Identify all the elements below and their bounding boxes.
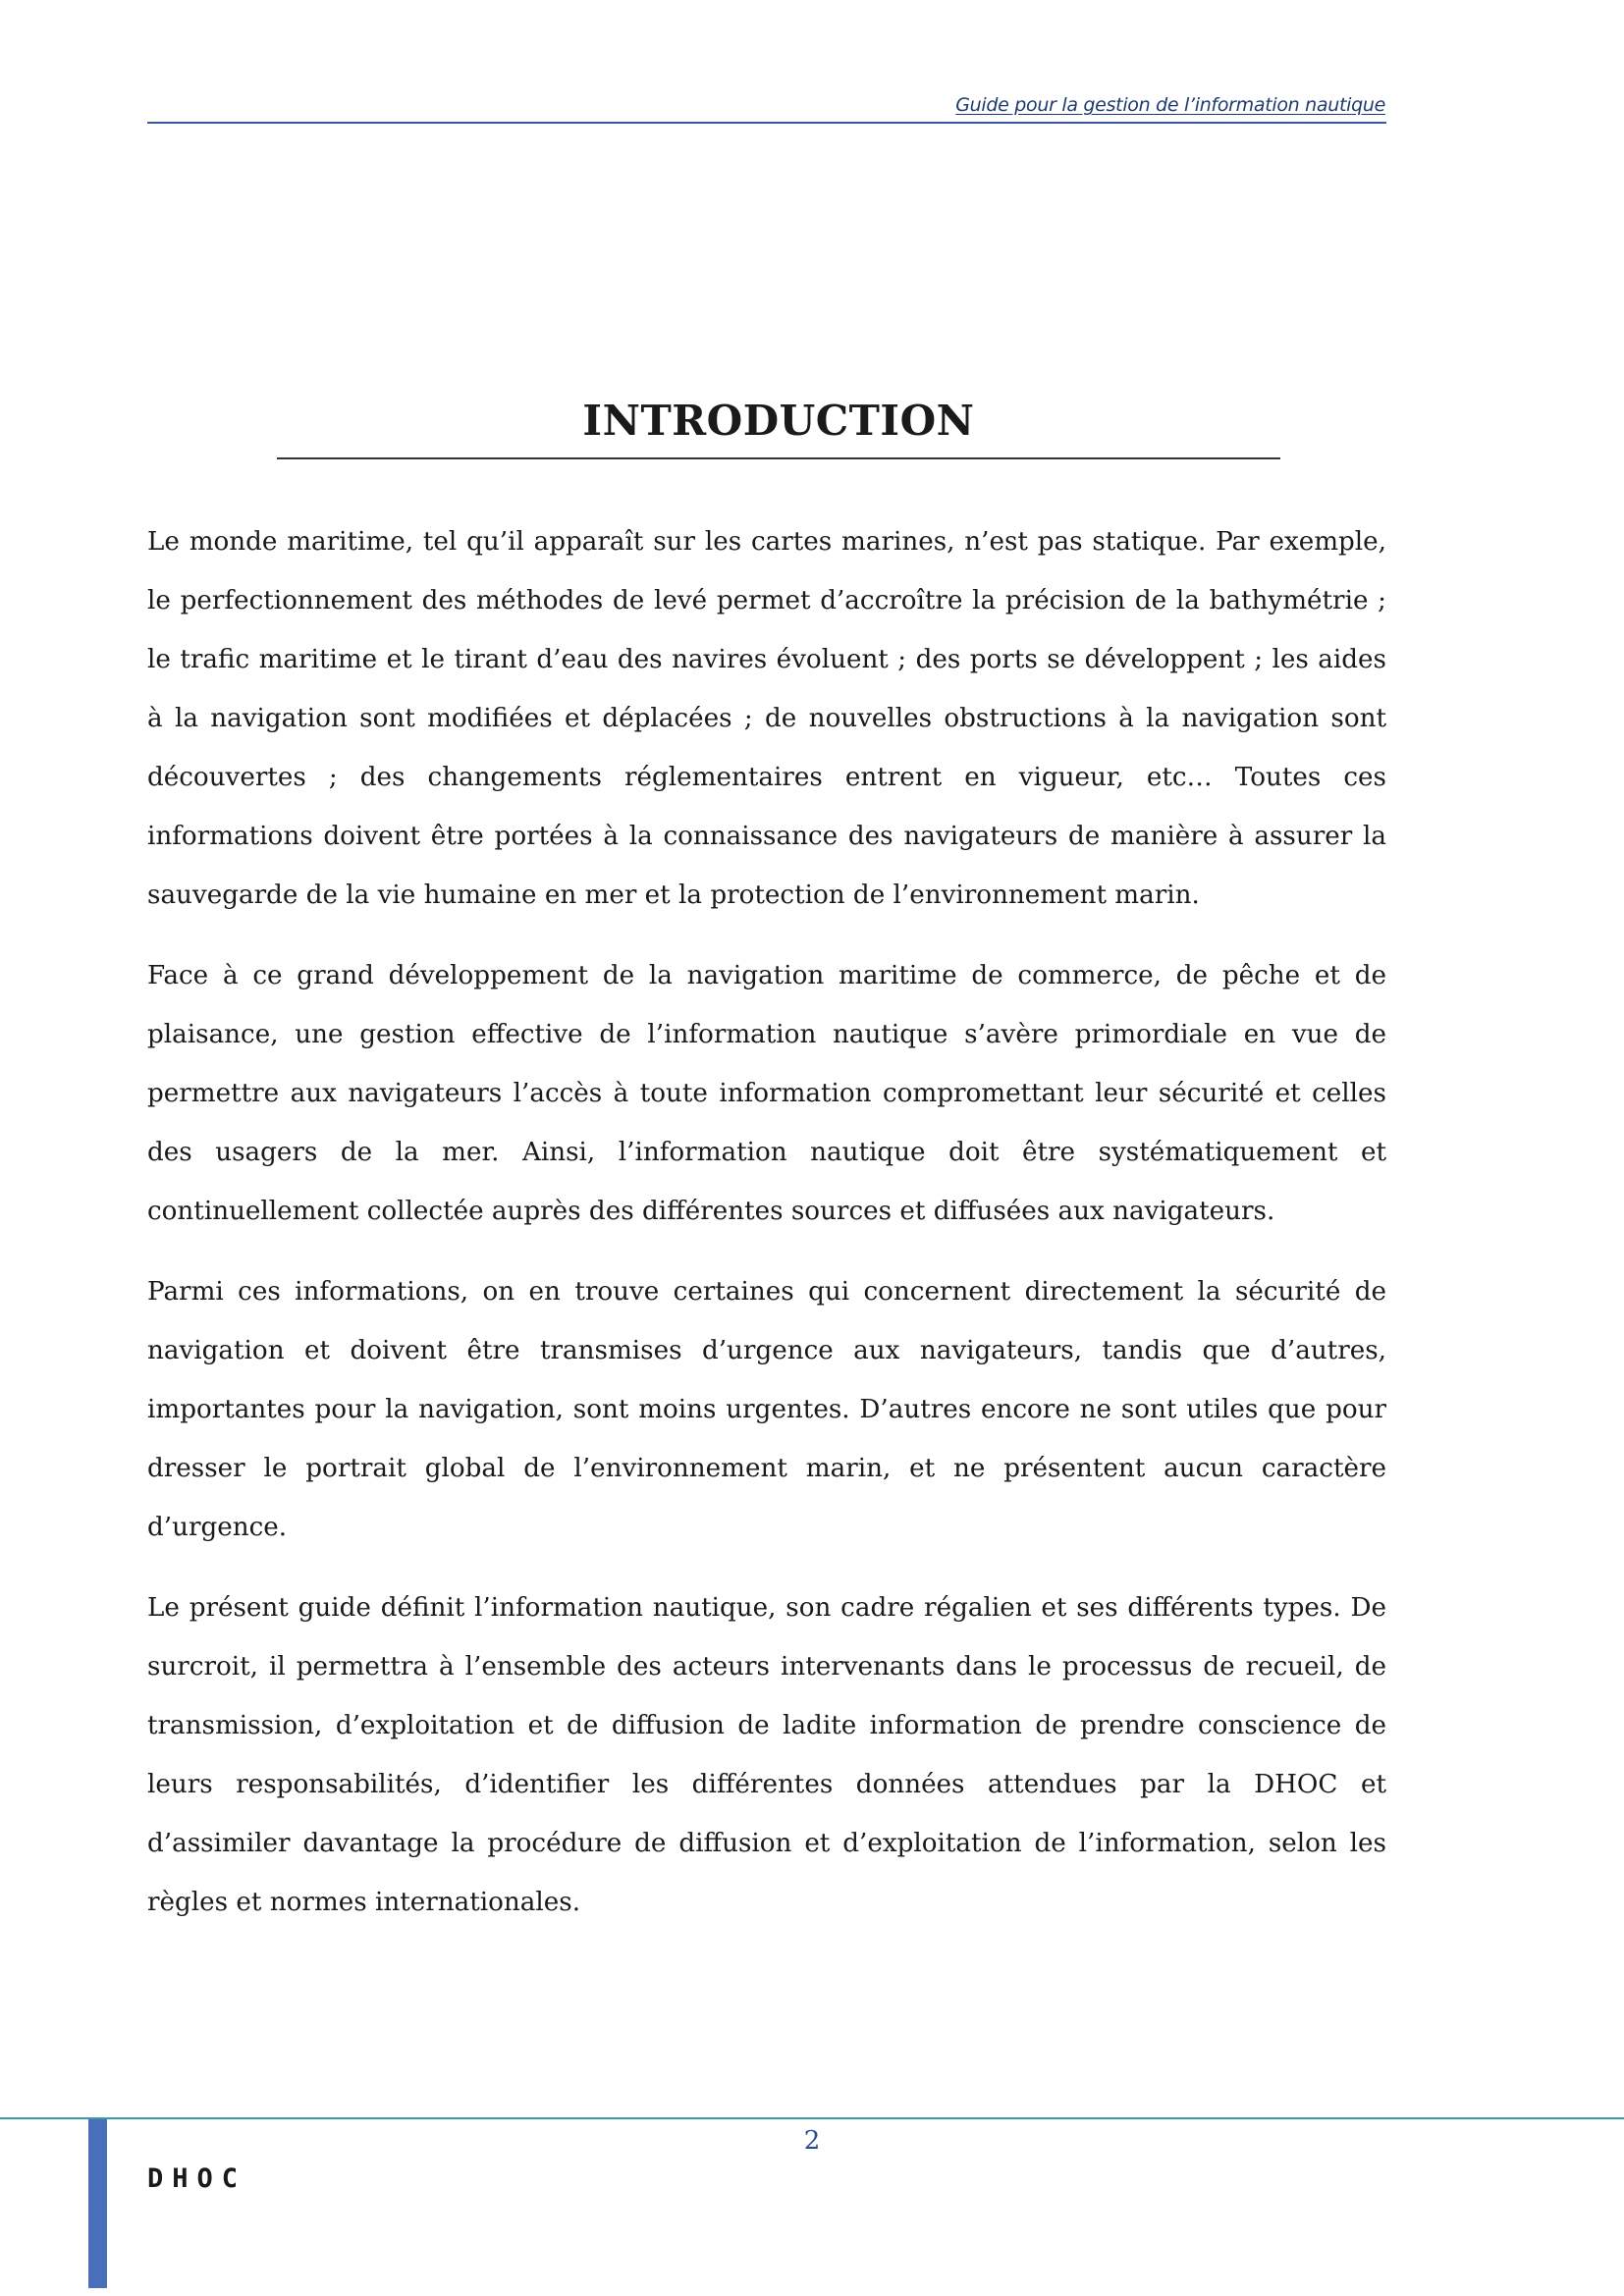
footer-organization: DHOC (147, 2163, 247, 2194)
title-rule (277, 457, 1280, 459)
footer-accent-bar (88, 2119, 107, 2288)
paragraph-4: Le présent guide définit l’information nautique, son cadre régalien et ses différents types. De surcroit, il permettra à l’ensemble des acteurs intervenants dans le processus de recueil, de transmission, d’exploitation et de diffusion de ladite information de prendre conscience de leurs responsabilités, d’identifier les différentes données attendues par la DHOC et d’assimiler davantage la procédure de diffusion et d’exploitation de l’information, selon les règles et normes internationales. (147, 1593, 1386, 1917)
header-rule (147, 122, 1386, 124)
page-number: 2 (803, 2126, 821, 2156)
footer-rule (0, 2117, 1624, 2119)
paragraph-3: Parmi ces informations, on en trouve certaines qui concernent directement la sécurité de navigation et doivent être transmises d’urgence aux navigateurs, tandis que d’autres, importantes pour la navigation, sont moins urgentes. D’autres encore ne sont utiles que pour dresser le portrait global de l’environnement marin, et ne présentent aucun caractère d’urgence. (147, 1277, 1386, 1542)
page-title: INTRODUCTION (582, 397, 975, 445)
paragraph-1: Le monde maritime, tel qu’il apparaît sur les cartes marines, n’est pas statique. Par exemple, le perfectionnement des méthodes de levé permet d’accroître la précision de la bathymétrie ; le trafic maritime et le tirant d’eau des navires évoluent ; des ports se développent ; les aides à la navigation sont modifiées et déplacées ; de nouvelles obstructions à la navigation sont découvertes ; des changements réglementaires entrent en vigueur, etc… Toutes ces informations doivent être portées à la connaissance des navigateurs de manière à assurer la sauvegarde de la vie humaine en mer et la protection de l’environnement marin. (147, 527, 1386, 910)
paragraph-2: Face à ce grand développement de la navigation maritime de commerce, de pêche et de plaisance, une gestion effective de l’information nautique s’avère primordiale en vue de permettre aux navigateurs l’accès à toute information compromettant leur sécurité et celles des usagers de la mer. Ainsi, l’information nautique doit être systématiquement et continuellement collectée auprès des différentes sources et diffusées aux navigateurs. (147, 961, 1386, 1226)
running-header: Guide pour la gestion de l’information nautique (955, 94, 1385, 116)
body-text (147, 512, 1386, 1953)
